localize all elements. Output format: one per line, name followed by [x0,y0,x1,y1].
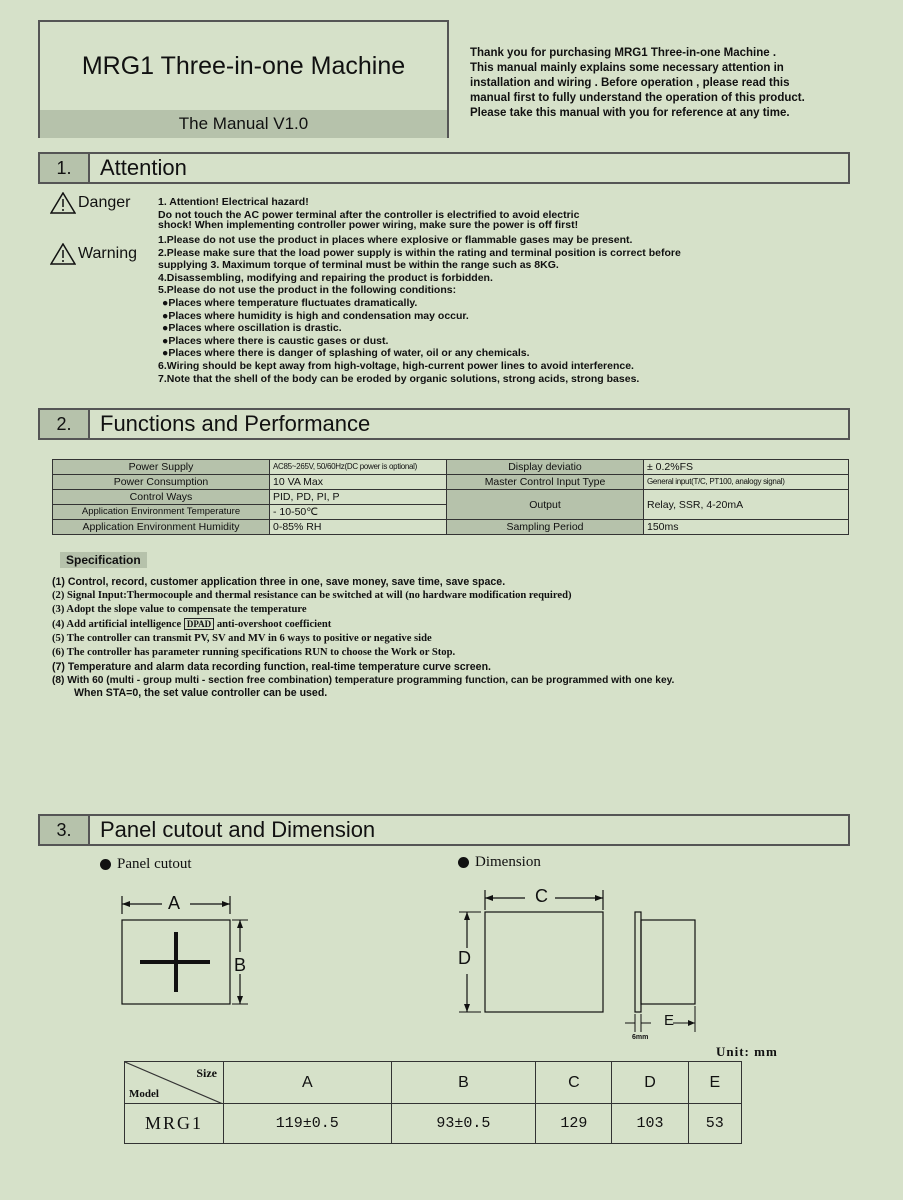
section-1-heading [38,152,850,184]
section-3-heading [38,814,850,846]
spec-item: (6) The controller has parameter running specifications RUN to choose the Work or Stop. [52,647,456,658]
warning-block [158,234,681,385]
table-row [125,1104,742,1144]
table-cell: 93±0.5 [391,1104,536,1144]
e-note: 6mm [632,1034,649,1041]
table-cell: 103 [612,1104,688,1144]
panel-cutout-label: Panel cutout [100,856,192,873]
performance-table [52,459,849,535]
intro-line: manual first to fully understand the operation of this product. [470,92,805,104]
warning-line: 1.Please do not use the product in places where explosive or flammable gases may be present. [158,234,633,246]
spec-item: (3) Adopt the slope value to compensate the temperature [52,604,307,615]
section-2-heading [38,408,850,440]
dim-label-b: B [234,955,247,975]
table-value: - 10-50℃ [270,505,447,520]
specification-list [52,575,674,699]
model-cell: MRG1 [125,1104,224,1144]
table-cell: 53 [688,1104,741,1144]
warning-triangle-icon [50,243,76,265]
table-label: Power Supply [53,460,270,475]
table-value: 10 VA Max [270,475,447,490]
bullet-icon [100,859,111,870]
table-label: Display deviatio [447,460,644,475]
warning-line: ●Places where there is caustic gases or dust. [162,334,389,347]
warning-label [50,243,137,265]
dim-label-d: D [458,948,471,968]
intro-line: installation and wiring . Before operation , please read this [470,77,790,89]
spec-item [52,617,674,632]
table-cell: 119±0.5 [224,1104,392,1144]
table-row [53,490,849,505]
warning-line: ●Places where there is danger of splashing of water, oil or any chemicals. [162,347,530,360]
warning-line: 6.Wiring should be kept away from high-voltage, high-current power lines to avoid interference. [158,359,634,372]
warning-text: Warning [78,245,137,262]
panel-cutout-drawing [110,888,270,1018]
table-value: PID, PD, PI, P [270,490,447,505]
table-row [125,1062,742,1104]
document-subtitle: The Manual V1.0 [40,110,447,138]
warning-line: ●Places where oscillation is drastic. [162,322,342,335]
warning-line: 5.Please do not use the product in the following conditions: [158,284,457,297]
bullet-icon [458,857,469,868]
table-label: Sampling Period [447,520,644,535]
spec-item: When STA=0, the set value controller can be used. [74,687,328,699]
spec-text: anti-overshoot coefficient [216,619,332,630]
unit-label: Unit: mm [716,1044,778,1059]
danger-line: 1. Attention! Electrical hazard! [158,196,309,208]
intro-line: This manual mainly explains some necessary attention in [470,62,784,74]
section-number: 3. [40,816,90,844]
table-header: E [688,1062,741,1104]
corner-size: Size [196,1066,217,1080]
table-header: D [612,1062,688,1104]
corner-cell [125,1062,224,1104]
section-title: Functions and Performance [100,411,371,436]
table-value: ± 0.2%FS [644,460,849,475]
dimension-table [124,1061,742,1144]
table-header: B [391,1062,536,1104]
table-label: Application Environment Temperature [53,505,270,520]
warning-line: 4.Disassembling, modifying and repairing the product is forbidden. [158,271,493,284]
warning-line: ●Places where humidity is high and condensation may occur. [162,309,469,322]
intro-line: Thank you for purchasing MRG1 Three-in-one Machine . [470,47,777,59]
danger-label [50,192,130,214]
danger-text: Danger [78,194,131,211]
section-number: 1. [40,154,90,182]
title-box [38,20,449,138]
section-number: 2. [40,410,90,438]
warning-line: 2.Please make sure that the load power supply is within the rating and terminal position is correct before [158,246,681,259]
table-value: Relay, SSR, 4-20mA [644,490,849,520]
spec-item: (8) With 60 (multi - group multi - section free combination) temperature programming function, can be programmed with one key. [52,675,675,686]
corner-model: Model [129,1088,159,1100]
danger-block [158,196,580,232]
warning-line: ●Places where temperature fluctuates dramatically. [162,296,418,309]
warning-line: 7.Note that the shell of the body can be eroded by organic solutions, strong acids, strong bases. [158,372,640,385]
table-row [53,460,849,475]
table-label: Power Consumption [53,475,270,490]
intro-line: Please take this manual with you for reference at any time. [470,107,790,119]
spec-item: (1) Control, record, customer application three in one, save money, save time, save space. [52,576,506,588]
danger-line: shock! When implementing controller power wiring, make sure the power is off first! [158,219,579,232]
table-value: 0-85% RH [270,520,447,535]
table-header: A [224,1062,392,1104]
table-value: General input(T/C, PT100, analogy signal) [644,475,849,490]
warning-triangle-icon [50,192,76,214]
document-title: MRG1 Three-in-one Machine [40,22,447,112]
section-title: Panel cutout and Dimension [100,817,376,842]
table-label: Application Environment Humidity [53,520,270,535]
table-label: Master Control Input Type [447,475,644,490]
danger-line: Do not touch the AC power terminal after the controller is electrified to avoid electric [158,208,580,221]
table-label: Output [447,490,644,520]
spec-item: (2) Signal Input:Thermocouple and thermal resistance can be switched at will (no hardware modification required) [52,590,572,601]
dim-label-e: E [664,1012,675,1029]
intro-text [470,46,895,121]
table-value: 150ms [644,520,849,535]
spec-item: (5) The controller can transmit PV, SV and MV in 6 ways to positive or negative side [52,633,432,644]
table-header: C [536,1062,612,1104]
specification-heading: Specification [60,552,147,568]
dpad-box: DPAD [184,618,214,630]
table-cell: 129 [536,1104,612,1144]
table-row [53,475,849,490]
dimension-label: Dimension [458,854,541,871]
section-title: Attention [100,155,187,180]
warning-line: supplying 3. Maximum torque of terminal must be within the range such as 8KG. [158,259,559,272]
table-label: Control Ways [53,490,270,505]
dim-label-c: C [535,886,548,906]
dimension-drawing [455,882,715,1050]
table-value: AC85~265V, 50/60Hz(DC power is optional) [270,460,447,475]
spec-item: (7) Temperature and alarm data recording function, real-time temperature curve screen. [52,661,491,673]
table-row [53,520,849,535]
spec-text: (4) Add artificial intelligence [52,619,182,630]
dim-label-a: A [168,893,181,913]
